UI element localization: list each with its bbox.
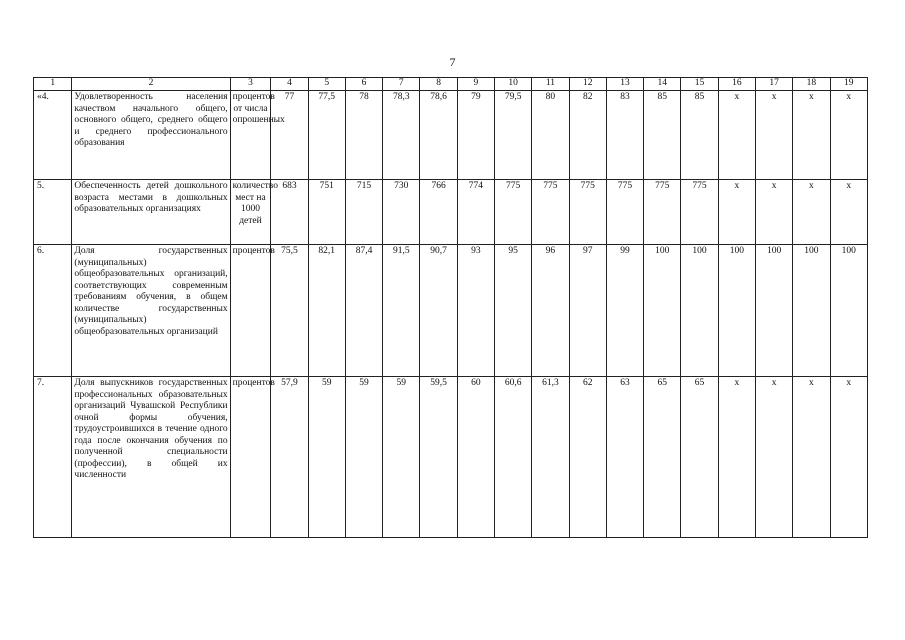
value-cell: х: [718, 91, 755, 180]
row-number: 6.: [34, 245, 72, 377]
value-cell: 683: [271, 180, 308, 245]
column-header: 12: [569, 78, 606, 91]
indicator-name: Удовлетворенность населения качеством начального общего, основного общего, среднего общего и среднего профессионального образования: [72, 91, 230, 180]
value-cell: 59: [345, 377, 382, 538]
value-cell: 100: [718, 245, 755, 377]
value-cell: 75,5: [271, 245, 308, 377]
value-cell: 87,4: [345, 245, 382, 377]
column-header: 2: [72, 78, 230, 91]
value-cell: 85: [644, 91, 681, 180]
column-header: 13: [606, 78, 643, 91]
value-cell: 65: [644, 377, 681, 538]
value-cell: 80: [532, 91, 569, 180]
indicator-name: Доля выпускников государственных профессиональных образовательных организаций Чувашской Республики очной формы обучения, трудоустроившихся в течение одного года после окончания обучения по полученной специальности (профессии), в общей их численности: [72, 377, 230, 538]
value-cell: 100: [755, 245, 792, 377]
value-cell: 100: [830, 245, 867, 377]
value-cell: 774: [457, 180, 494, 245]
value-cell: 775: [606, 180, 643, 245]
value-cell: х: [830, 377, 867, 538]
value-cell: 83: [606, 91, 643, 180]
indicator-name: Доля государственных (муниципальных) общеобразовательных организаций, соответствующих современным требованиям обучения, в общем количестве государственных (муниципальных) общеобразовательных организаций: [72, 245, 230, 377]
value-cell: 78: [345, 91, 382, 180]
unit-cell: процентов от числа опрошенных: [230, 91, 271, 180]
value-cell: х: [830, 180, 867, 245]
value-cell: 57,9: [271, 377, 308, 538]
value-cell: 93: [457, 245, 494, 377]
row-number: 7.: [34, 377, 72, 538]
value-cell: 100: [681, 245, 718, 377]
value-cell: 59: [308, 377, 345, 538]
value-cell: 59: [383, 377, 420, 538]
value-cell: 95: [494, 245, 531, 377]
value-cell: 91,5: [383, 245, 420, 377]
row-number: «4.: [34, 91, 72, 180]
value-cell: 82: [569, 91, 606, 180]
column-header: 16: [718, 78, 755, 91]
value-cell: х: [793, 91, 830, 180]
value-cell: 82,1: [308, 245, 345, 377]
column-header: 15: [681, 78, 718, 91]
column-header: 8: [420, 78, 457, 91]
value-cell: 79: [457, 91, 494, 180]
value-cell: 97: [569, 245, 606, 377]
value-cell: 60,6: [494, 377, 531, 538]
value-cell: 99: [606, 245, 643, 377]
unit-cell: процентов: [230, 377, 271, 538]
column-header: 10: [494, 78, 531, 91]
column-header: 5: [308, 78, 345, 91]
value-cell: х: [755, 180, 792, 245]
value-cell: х: [718, 180, 755, 245]
row-number: 5.: [34, 180, 72, 245]
page-number: 7: [449, 55, 456, 69]
column-header: 6: [345, 78, 382, 91]
value-cell: 62: [569, 377, 606, 538]
table-row: [34, 91, 868, 180]
column-header: 3: [230, 78, 271, 91]
header-row: [34, 78, 868, 91]
table-row: [34, 245, 868, 377]
value-cell: 63: [606, 377, 643, 538]
value-cell: 85: [681, 91, 718, 180]
value-cell: 78,6: [420, 91, 457, 180]
value-cell: 78,3: [383, 91, 420, 180]
column-header: 1: [34, 78, 72, 91]
column-header: 7: [383, 78, 420, 91]
value-cell: 751: [308, 180, 345, 245]
value-cell: 775: [681, 180, 718, 245]
unit-cell: количество мест на 1000 детей: [230, 180, 271, 245]
value-cell: х: [830, 91, 867, 180]
value-cell: х: [755, 91, 792, 180]
unit-cell: процентов: [230, 245, 271, 377]
value-cell: х: [793, 180, 830, 245]
value-cell: 59,5: [420, 377, 457, 538]
column-header: 9: [457, 78, 494, 91]
value-cell: 775: [644, 180, 681, 245]
column-header: 14: [644, 78, 681, 91]
value-cell: 61,3: [532, 377, 569, 538]
column-header: 18: [793, 78, 830, 91]
column-header: 4: [271, 78, 308, 91]
value-cell: 77: [271, 91, 308, 180]
indicators-table: [33, 77, 868, 538]
value-cell: х: [793, 377, 830, 538]
value-cell: 100: [644, 245, 681, 377]
value-cell: х: [755, 377, 792, 538]
table-row: [34, 180, 868, 245]
value-cell: 65: [681, 377, 718, 538]
indicator-name: Обеспеченность детей дошкольного возраста местами в дошкольных образовательных организациях: [72, 180, 230, 245]
value-cell: 715: [345, 180, 382, 245]
value-cell: х: [718, 377, 755, 538]
column-header: 17: [755, 78, 792, 91]
column-header: 19: [830, 78, 867, 91]
value-cell: 775: [532, 180, 569, 245]
value-cell: 730: [383, 180, 420, 245]
table-row: [34, 377, 868, 538]
value-cell: 100: [793, 245, 830, 377]
value-cell: 77,5: [308, 91, 345, 180]
value-cell: 775: [569, 180, 606, 245]
value-cell: 60: [457, 377, 494, 538]
value-cell: 79,5: [494, 91, 531, 180]
value-cell: 96: [532, 245, 569, 377]
value-cell: 766: [420, 180, 457, 245]
column-header: 11: [532, 78, 569, 91]
value-cell: 775: [494, 180, 531, 245]
value-cell: 90,7: [420, 245, 457, 377]
